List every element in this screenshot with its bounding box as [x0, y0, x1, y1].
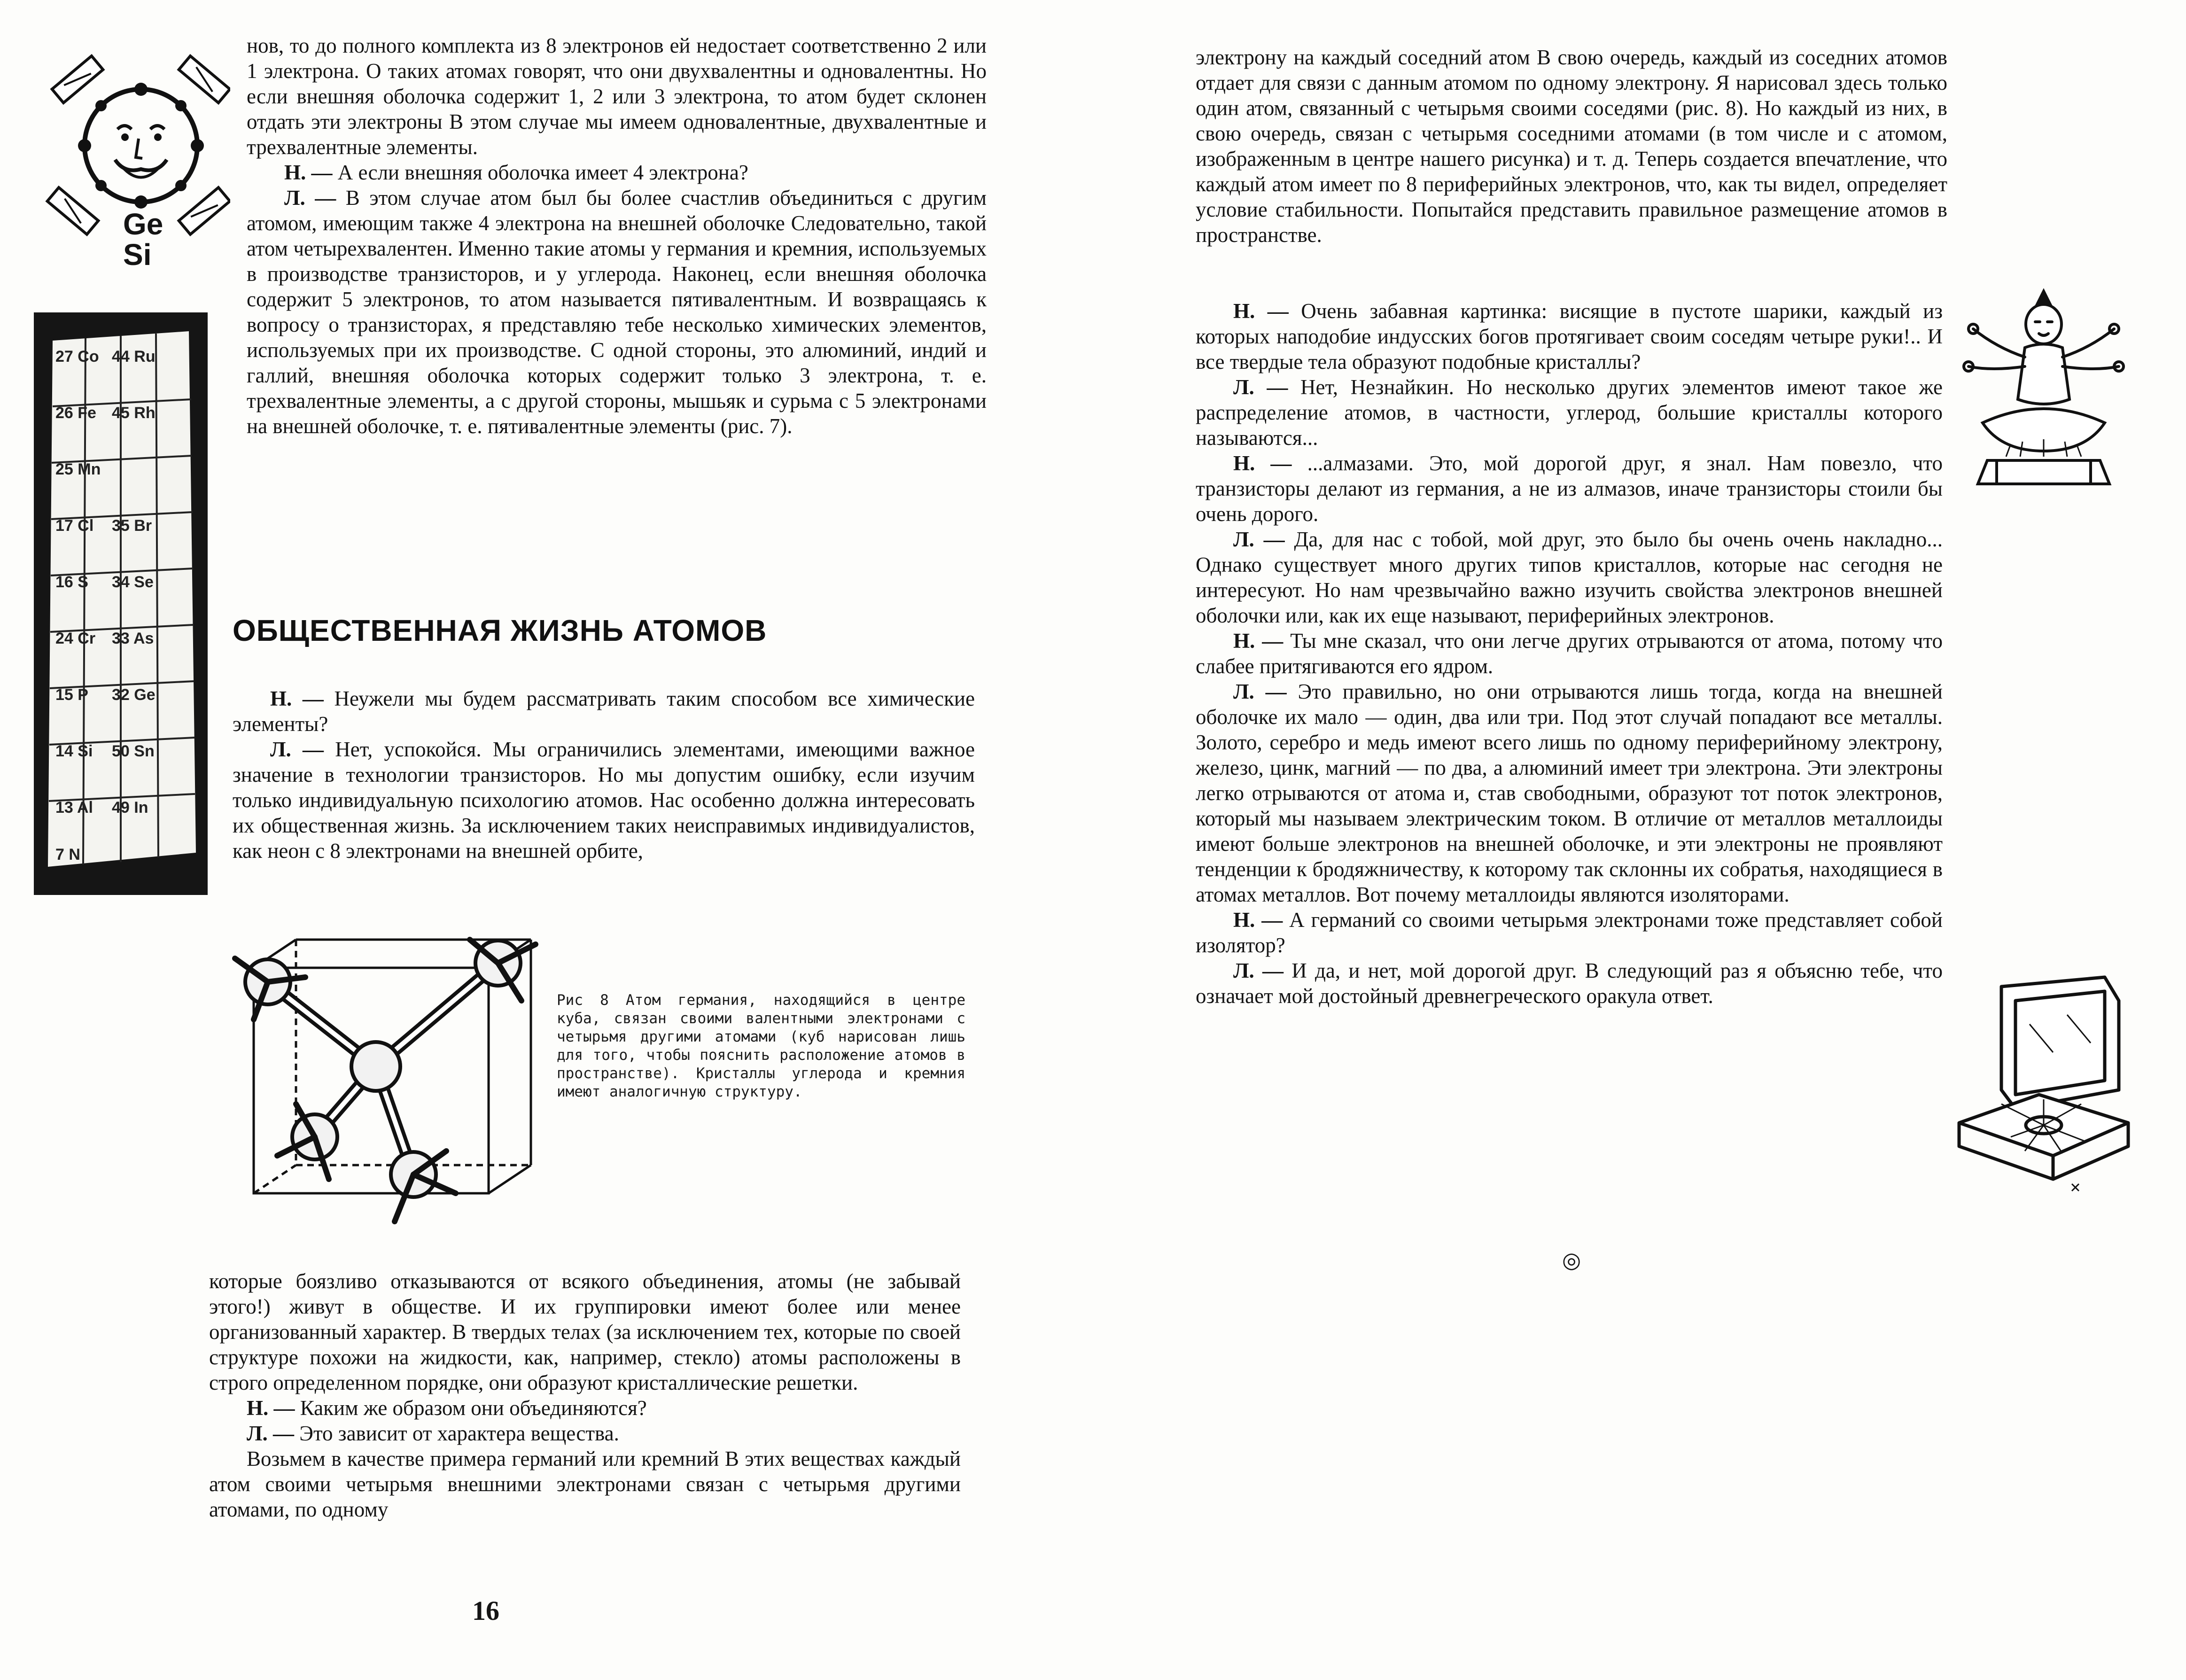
section-heading: ОБЩЕСТВЕННАЯ ЖИЗНЬ АТОМОВ [233, 614, 767, 647]
page-number: 16 [472, 1595, 499, 1626]
paragraph: Л. — Нет, Незнайкин. Но несколько других элементов имеют такое же распределение атомов, в частности, углерод, большие кристаллы которого называются... [1196, 375, 1943, 450]
paragraph: Возьмем в качестве примера германий или кремний В этих веществах каждый атом своими четырьмя внешними электронами связан с четырьмя другими атомами, по одному [209, 1447, 961, 1521]
periodic-strip-label: 27 Co [55, 348, 99, 366]
paragraph: Н. — Очень забавная картинка: висящие в пустоте шарики, каждый из которых наподобие индусских богов протягивает своим соседям четыре руки!.. И все твердые тела образуют подобные кристаллы? [1196, 299, 1943, 373]
paragraph: Л. — И да, и нет, мой дорогой друг. В следующий раз я объясню тебе, что означает мой достойный древнегреческого оракула ответ. [1196, 959, 1943, 1008]
periodic-strip-label: 33 As [112, 630, 154, 647]
periodic-strip-label: 7 N [55, 846, 80, 863]
periodic-strip-label: 32 Ge [112, 686, 156, 704]
paragraph: Н. — А германий со своими четырьмя электронами тоже представляет собой изолятор? [1196, 908, 1943, 957]
periodic-strip-label: 35 Br [112, 517, 152, 535]
periodic-strip-labels [55, 348, 196, 864]
periodic-strip-label: 16 S [55, 573, 88, 591]
left-intro-text [247, 33, 987, 439]
periodic-strip-label: 49 In [112, 799, 148, 817]
right-text-top [1196, 45, 1947, 248]
paragraph: электрону на каждый соседний атом В свою очередь, каждый из соседних атомов отдает для связи с данным атомом по одному электрону. Я нарисовал здесь только один атом, связанный с четырьмя своими соседями (рис. 8). Но каждый из них, в свою очередь, связан с четырьмя соседними атомами (в том числе и с атомом, изображенным в центре нашего рисунка) и т. д. Теперь создается впечатление, что каждый атом имеет по 8 периферийных электронов, что, как ты видел, определяет условие стабильности. Попытайся представить правильное размещение атомов в пространстве. [1196, 46, 1947, 247]
periodic-strip-label: 13 Al [55, 799, 93, 817]
paragraph: Л. — Да, для нас с тобой, мой друг, это было бы очень очень накладно... Однако существует много других типов кристаллов, которые нас сегодня не интересуют. Но нам чрезвычайно важно изучить свойства электронов внешней оболочки или, как их еще называют, периферийных электронов. [1196, 528, 1943, 627]
periodic-strip-label: 14 Si [55, 742, 93, 760]
paragraph: Л. — Нет, успокойся. Мы ограничились элементами, имеющими важное значение в технологии транзисторов. Но мы допустим ошибку, если изучим только индивидуальную психологию атомов. Нас особенно должна интересовать их общественная жизнь. За исключением таких неисправимых индивидуалистов, как неон с 8 электронами на внешней орбите, [233, 738, 975, 863]
paragraph: Н. — Ты мне сказал, что они легче других отрываются от атома, потому что слабее притягиваются его ядром. [1196, 629, 1943, 678]
periodic-strip-label: 15 P [55, 686, 88, 704]
periodic-strip-label: 17 Cl [55, 517, 94, 535]
left-section-text [233, 686, 975, 863]
multi-armed-deity-icon [1954, 282, 2133, 503]
germanium-cube-figure-icon [207, 930, 554, 1240]
paragraph: которые боязливо отказываются от всякого объединения, атомы (не забывай этого!) живут в обществе. И их группировки имеют более или менее организованный характер. В твердых телах (за исключением тех, которые по своей структуре похожи на жидкости, как, например, стекло) атомы расположены в строго определенном порядке, они образуют кристаллические решетки. [209, 1269, 961, 1394]
figure-caption: Рис 8 Атом германия, находящийся в центре куба, связан своими валентными электронами с четырьмя другими атомами (куб нарисован лишь для того, чтобы пояснить расположение атомов в пространстве). Кристаллы углерода и кремния имеют аналогичную структуру. [557, 992, 965, 1100]
periodic-strip-label: 50 Sn [112, 742, 155, 760]
end-mark: ◎ [1562, 1247, 1581, 1273]
paragraph: Л. — В этом случае атом был бы более счастлив объединиться с другим атомом, имеющим также 4 электрона на внешней оболочке Следовательно, такой атом четырехвалентен. Именно такие атомы у германия и кремния, используемых в производстве транзисторов, и у углерода. Наконец, если внешняя оболочка содержит 5 электронов, то атом называется пятивалентным. И возвращаясь к вопросу о транзисторах, я представляю тебе несколько химических элементов, используемых при их производстве. С одной стороны, это алюминий, индий и галлий, внешняя оболочка которых содержит только 3 электрона, т. е. трехвалентные элементы, а с другой стороны, мышьяк и сурьма с 5 электронами на внешней оболочке, т. е. пятивалентные элементы (рис. 7). [247, 186, 987, 438]
periodic-strip-label: 25 Mn [55, 460, 101, 478]
periodic-strip-label: 34 Se [112, 573, 154, 591]
paragraph: Н. — ...алмазами. Это, мой дорогой друг, я знал. Нам повезло, что транзисторы делают из германия, а не из алмазов, иначе транзисторы стоили бы очень дорого. [1196, 451, 1943, 526]
paragraph: Н. — Неужели мы будем рассматривать таким способом все химические элементы? [233, 687, 975, 736]
paragraph: Н. — Каким же образом они объединяются? [247, 1396, 647, 1420]
periodic-strip-label: 26 Fe [55, 404, 96, 422]
atom-face-label-si: Si [123, 238, 152, 272]
left-bottom-text [209, 1268, 961, 1522]
paragraph: Н. — А если внешняя оболочка имеет 4 электрона? [284, 161, 748, 184]
open-box-icon [1950, 968, 2138, 1193]
periodic-strip-label: 45 Rh [112, 404, 156, 422]
paragraph: Л. — Это зависит от характера вещества. [247, 1422, 619, 1445]
right-text-mid [1196, 298, 1943, 1009]
periodic-strip-label: 44 Ru [112, 348, 156, 366]
paragraph: Л. — Это правильно, но они отрываются лишь тогда, когда на внешней оболочке их мало — один, два или три. Под этот случай попадают все металлы. Золото, серебро и медь имеют всего лишь по одному периферийному электрону, железо, цинк, магний — по два, а алюминий имеет три электрона. Эти электроны легко отрываются от атома и, став свободными, образуют тот поток электронов, который мы называем электрическим током. В отличие от металлов металлоиды имеют больше электронов на внешней оболочке, и эти электроны не проявляют тенденции к бродяжничеству, к которому так склонны их собратья, находящиеся в атомах металлов. Вот почему металлоиды являются изоляторами. [1196, 680, 1943, 906]
periodic-strip-label: 24 Cr [55, 630, 96, 647]
atom-face-label-ge: Ge [123, 207, 163, 241]
paragraph: нов, то до полного комплекта из 8 электронов ей недостает соответственно 2 или 1 электрона. О таких атомах говорят, что они двухвалентны и одновалентны. Но если внешняя оболочка содержит 1, 2 или 3 электрона, то атом будет склонен отдать эти электроны В этом случае мы имеем одновалентные, двухвалентные и трехвалентные элементы. [247, 34, 987, 159]
